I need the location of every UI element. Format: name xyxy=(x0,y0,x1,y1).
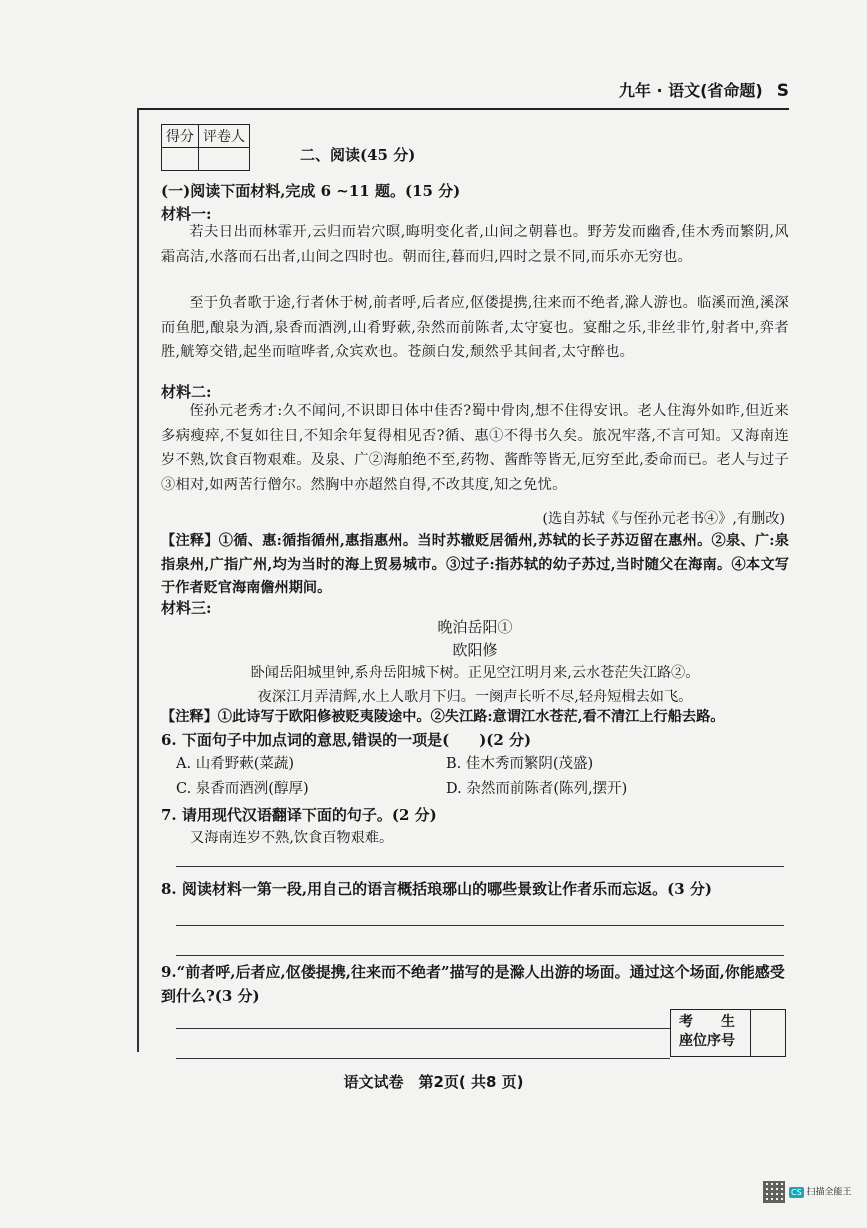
q6-option-d[interactable]: D. 杂然而前陈者(陈列,摆开) xyxy=(446,781,628,797)
material1-para1: 若夫日出而林霏开,云归而岩穴暝,晦明变化者,山间之朝暮也。野芳发而幽香,佳木秀而繁阴,风霜高洁,水落而石出者,山间之四时也。朝而往,暮而归,四时之景不同,而乐亦无穷也。 xyxy=(161,224,789,265)
poem-note: 【注释】①此诗写于欧阳修被贬夷陵途中。②失江路:意谓江水苍茫,看不清江上行船去路。 xyxy=(161,709,725,725)
section-title: 二、阅读(45 分) xyxy=(300,146,416,164)
scanner-label: 扫描全能王 xyxy=(806,1187,852,1198)
q6-option-b[interactable]: B. 佳木秀而繁阴(茂盛) xyxy=(446,756,594,772)
q7-answer-line[interactable] xyxy=(176,866,784,867)
seat-number-cell[interactable] xyxy=(750,1010,785,1056)
margin-line xyxy=(137,108,139,1052)
material3-label: 材料三: xyxy=(161,599,212,617)
camscanner-logo-icon: CS xyxy=(791,1187,802,1197)
q9-stem: 9.“前者呼,后者应,伛偻提携,往来而不绝者”描写的是滁人出游的场面。通过这个场面,你能感受到什么?(3 分) xyxy=(161,963,785,1005)
q8-answer-line1[interactable] xyxy=(176,925,784,926)
seat-label: 考 生 座位序号 xyxy=(679,1014,735,1049)
header-title: 九年 · 语文(省命题) xyxy=(618,81,763,100)
material2-label: 材料二: xyxy=(161,383,212,401)
poem-line1: 卧闻岳阳城里钟,系舟岳阳城下树。正见空江明月来,云水苍茫失江路②。 xyxy=(250,665,700,681)
q8-stem: 8. 阅读材料一第一段,用自己的语言概括琅琊山的哪些景致让作者乐而忘返。(3 分) xyxy=(161,880,712,898)
q6-stem: 6. 下面句子中加点词的意思,错误的一项是( )(2 分) xyxy=(161,731,532,749)
qr-code-icon xyxy=(763,1181,785,1203)
header-version: S xyxy=(776,81,789,101)
part1-heading: (一)阅读下面材料,完成 6 ~11 题。(15 分) xyxy=(161,182,461,200)
q9-answer-line2[interactable] xyxy=(176,1058,670,1059)
q7-stem: 7. 请用现代汉语翻译下面的句子。(2 分) xyxy=(161,806,437,824)
poem-line2: 夜深江月弄清辉,水上人歌月下归。一阕声长听不尽,轻舟短楫去如飞。 xyxy=(257,689,693,705)
grader-cell[interactable] xyxy=(199,148,250,171)
q6-option-c[interactable]: C. 泉香而酒洌(醇厚) xyxy=(176,781,309,797)
score-cell[interactable] xyxy=(162,148,199,171)
material2-note: 【注释】①循、惠:循指循州,惠指惠州。当时苏辙贬居循州,苏轼的长子苏迈留在惠州。②泉、广:泉指泉州,广指广州,均为当时的海上贸易城市。③过子:指苏轼的幼子苏过,当时随父在海南。④本文写于作者贬官海南儋州期间。 xyxy=(161,533,789,596)
seat-number-box xyxy=(670,1009,786,1057)
q6-option-a[interactable]: A. 山肴野蔌(菜蔬) xyxy=(176,756,295,772)
page-header xyxy=(619,78,789,101)
q9-answer-line1[interactable] xyxy=(176,1028,670,1029)
grader-header: 评卷人 xyxy=(199,125,250,148)
score-table xyxy=(161,124,250,171)
scanner-watermark xyxy=(763,1181,852,1203)
q7-sentence: 又海南连岁不熟,饮食百物艰难。 xyxy=(190,830,394,846)
poem-title: 晚泊岳阳① xyxy=(437,618,513,636)
q8-answer-line2[interactable] xyxy=(176,955,784,956)
material1-label: 材料一: xyxy=(161,205,212,223)
material2-para: 侄孙元老秀才:久不闻问,不识即日体中佳否?蜀中骨肉,想不住得安讯。老人住海外如昨,但近来多病瘦瘁,不复如往日,不知余年复得相见否?循、惠①不得书久矣。旅况牢落,不言可知。又海南连岁不熟,饮食百物艰难。及泉、广②海舶绝不至,药物、酱酢等皆无,厄穷至此,委命而已。老人与过子③相对,如两苦行僧尔。然胸中亦超然自得,不改其度,知之免忧。 xyxy=(161,403,789,493)
header-rule xyxy=(138,108,789,110)
material2-source: (选自苏轼《与侄孙元老书④》,有删改) xyxy=(542,511,785,527)
score-header: 得分 xyxy=(162,125,199,148)
material1-para2: 至于负者歌于途,行者休于树,前者呼,后者应,伛偻提携,往来而不绝者,滁人游也。临溪而渔,溪深而鱼肥,酿泉为酒,泉香而酒洌,山肴野蔌,杂然而前陈者,太守宴也。宴酣之乐,非丝非竹,射者中,弈者胜,觥筹交错,起坐而喧哗者,众宾欢也。苍颜白发,颓然乎其间者,太守醉也。 xyxy=(161,295,789,361)
poem-author: 欧阳修 xyxy=(452,641,498,659)
page-footer: 语文试卷 第2页( 共8 页) xyxy=(343,1073,524,1091)
